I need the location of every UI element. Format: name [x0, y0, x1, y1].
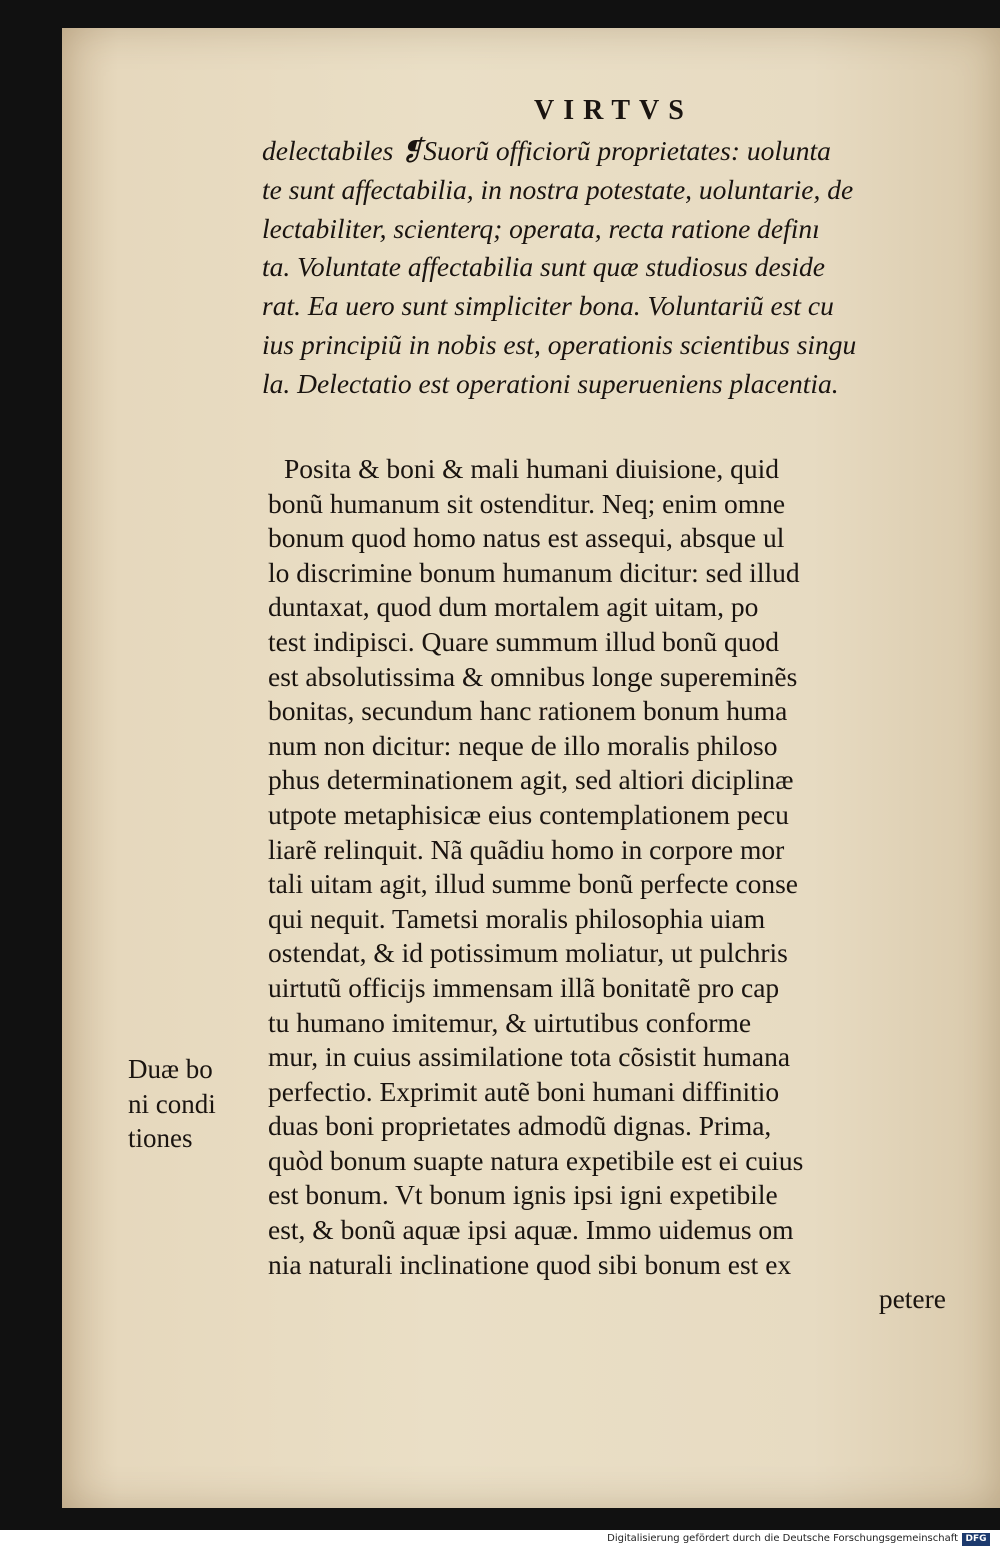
body-line: uirtutũ officijs immensam illã bonitatẽ pro cap: [268, 971, 780, 1003]
body-paragraph: [268, 452, 958, 1317]
body-line: bonum quod homo natus est assequi, absque ul: [268, 522, 785, 554]
italic-line: ius principiũ in nobis est, operationis scientibus singu: [262, 328, 857, 360]
body-line: quòd bonum suapte natura expetibile est ei cuius: [268, 1144, 804, 1176]
catchword: petere: [878, 1283, 946, 1315]
body-line: est, & bonũ aquæ ipsi aquæ. Immo uidemus om: [268, 1214, 794, 1246]
italic-line: rat. Ea uero sunt simpliciter bona. Voluntariũ est cu: [262, 290, 834, 322]
marginal-line: tiones: [128, 1123, 193, 1154]
body-line: bonitas, secundum hanc rationem bonum huma: [268, 695, 788, 727]
body-line: duas boni proprietates admodũ dignas. Prima,: [268, 1110, 772, 1142]
italic-line: lectabiliter, scienterq; operata, recta ratione definı: [262, 212, 820, 244]
running-head: VIRTVS: [534, 95, 693, 126]
italic-line: ta. Voluntate affectabilia sunt quæ studiosus deside: [262, 251, 825, 283]
body-line: est bonum. Vt bonum ignis ipsi igni expetibile: [268, 1179, 778, 1211]
body-line: liarẽ relinquit. Nã quãdiu homo in corpore mor: [268, 833, 785, 865]
marginal-line: ni condi: [128, 1088, 216, 1119]
marginal-line: Duæ bo: [128, 1054, 213, 1084]
body-line: lo discrimine bonum humanum dicitur: sed illud: [268, 556, 800, 588]
body-line: qui nequit. Tametsi moralis philosophia uiam: [268, 902, 766, 934]
body-line: Posita & boni & mali humani diuisione, quid: [284, 453, 779, 484]
body-line: est absolutissima & omnibus longe supereminẽs: [268, 660, 798, 692]
body-line: num non dicitur: neque de illo moralis philoso: [268, 729, 778, 761]
body-line: test indipisci. Quare summum illud bonũ quod: [268, 625, 780, 657]
italic-line: delectabiles ❡Suorũ officiorũ proprietates: uolunta: [262, 135, 831, 166]
funding-credit: Digitalisierung gefördert durch die Deutsche Forschungsgemeinschaft: [607, 1533, 958, 1544]
body-line: tali uitam agit, illud summe bonũ perfecte conse: [268, 868, 798, 900]
body-line: bonũ humanum sit ostenditur. Neq; enim omne: [268, 487, 786, 519]
marginal-note: [128, 1052, 268, 1156]
footer-bar: [0, 1530, 1000, 1549]
italic-line: te sunt affectabilia, in nostra potestate, uoluntarie, de: [262, 173, 854, 205]
body-line: mur, in cuius assimilatione tota cõsistit humana: [268, 1041, 791, 1073]
body-line: nia naturali inclinatione quod sibi bonum est ex: [268, 1248, 792, 1280]
body-line: duntaxat, quod dum mortalem agit uitam, po: [268, 591, 759, 623]
italic-line: la. Delectatio est operationi superueniens placentia.: [262, 367, 839, 399]
italic-paragraph: [262, 132, 952, 404]
body-line: phus determinationem agit, sed altiori diciplinæ: [268, 764, 794, 796]
body-line: ostendat, & id potissimum moliatur, ut pulchris: [268, 937, 788, 969]
body-line: utpote metaphisicæ eius contemplationem pecu: [268, 798, 789, 830]
body-line: tu humano imitemur, & uirtutibus conforme: [268, 1006, 752, 1038]
body-line: perfectio. Exprimit autẽ boni humani diffinitio: [268, 1075, 780, 1107]
dfg-logo: DFG: [962, 1533, 990, 1546]
